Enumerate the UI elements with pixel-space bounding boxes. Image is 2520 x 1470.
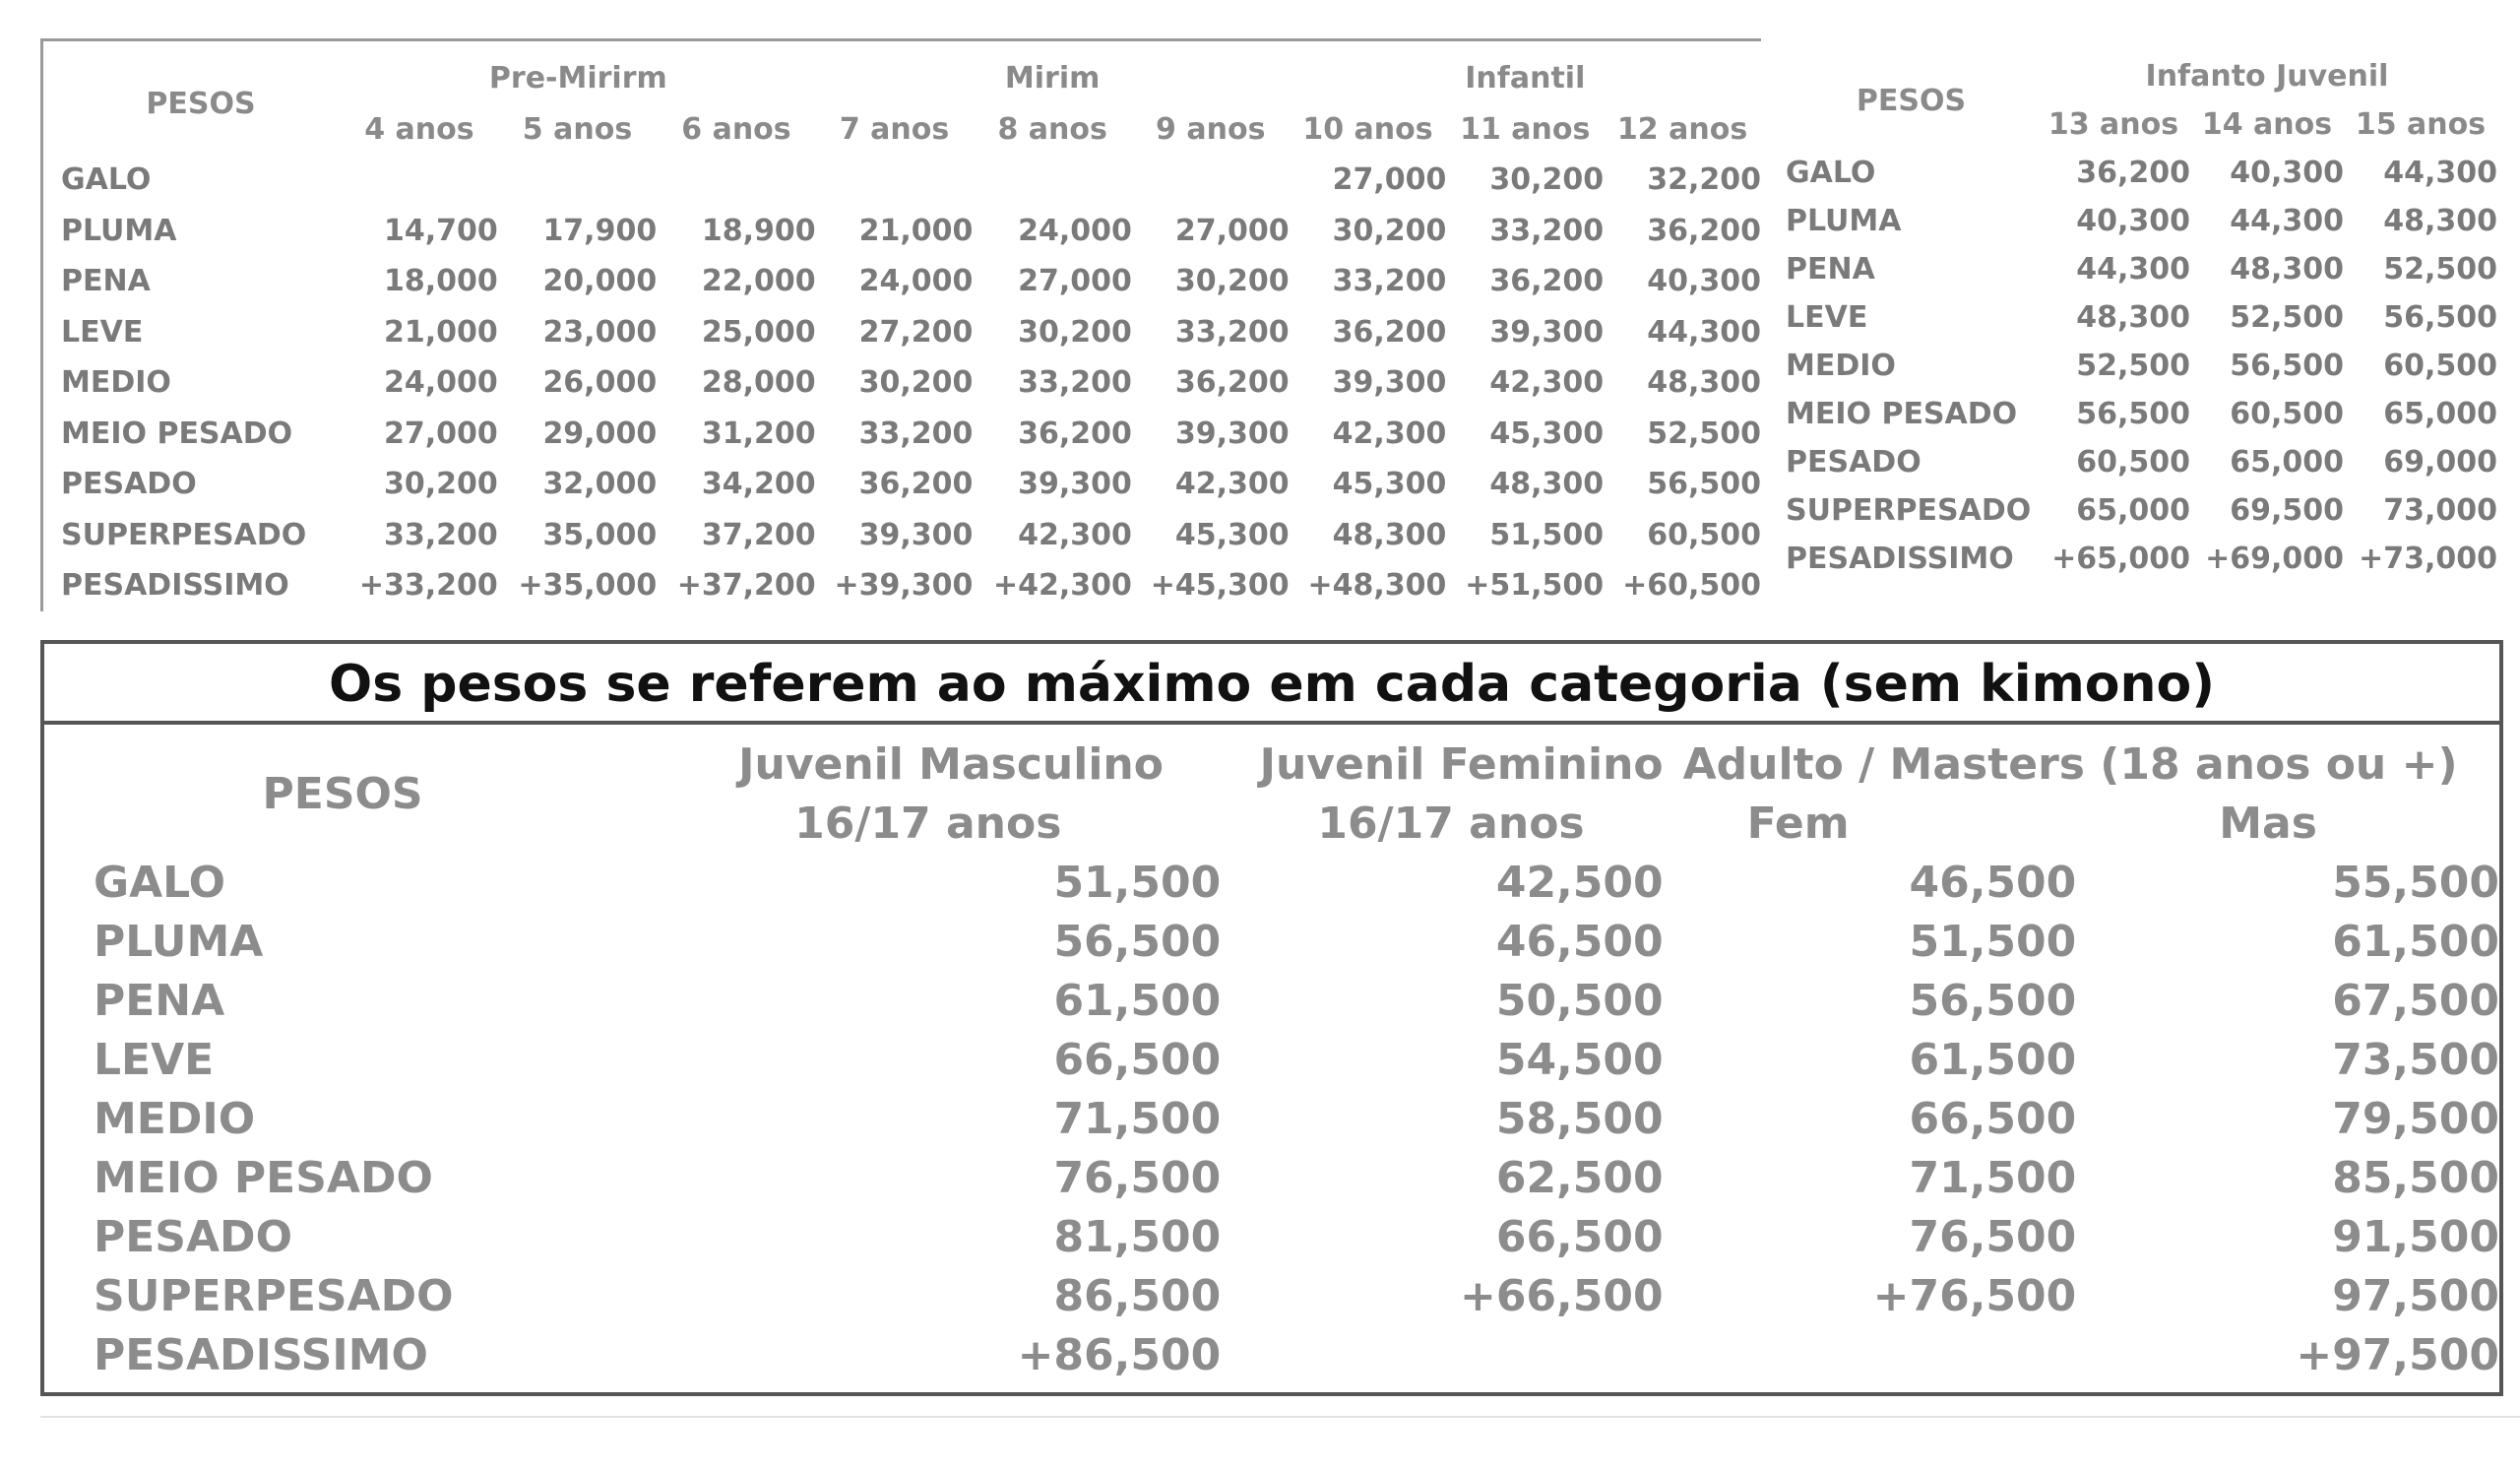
weight-class-label: PESADO <box>1786 445 1922 479</box>
weight-class-label: PESADISSIMO <box>1786 542 2014 576</box>
weight-value: 91,500 <box>2332 1211 2499 1262</box>
weight-value: 61,500 <box>1053 975 1222 1026</box>
weight-value: 62,500 <box>1495 1152 1664 1203</box>
weight-value: 61,500 <box>1909 1034 2077 1085</box>
weight-value: 27,000 <box>1332 162 1447 198</box>
weight-value: 40,300 <box>2230 156 2344 190</box>
weight-value: 48,300 <box>1647 365 1761 401</box>
weight-value: 56,500 <box>2230 349 2344 383</box>
age-header: 12 anos <box>1616 111 1748 147</box>
weight-value: 52,500 <box>2076 349 2190 383</box>
weight-value: 34,200 <box>701 467 816 502</box>
weight-value: 61,500 <box>2332 916 2499 967</box>
weight-value: 48,300 <box>1489 467 1605 502</box>
weight-value: 58,500 <box>1495 1093 1664 1144</box>
weight-value: 52,500 <box>2230 300 2344 335</box>
age-header: 15 anos <box>2355 107 2487 142</box>
weight-value: 36,200 <box>1018 415 1132 451</box>
weight-value: 66,500 <box>1495 1211 1664 1262</box>
weight-value: 31,200 <box>701 415 816 451</box>
table-row <box>1786 438 2497 486</box>
age-header: 14 anos <box>2201 107 2333 142</box>
weight-value: 39,300 <box>1332 365 1447 401</box>
weight-table-kids <box>40 38 1761 611</box>
weight-class-label: SUPERPESADO <box>94 1270 454 1321</box>
weight-value: 65,000 <box>2230 445 2344 479</box>
weight-class-label: MEIO PESADO <box>61 415 293 451</box>
weight-value: 48,300 <box>1332 517 1447 552</box>
weight-value: 56,500 <box>2076 397 2190 431</box>
weight-value: 76,500 <box>1053 1152 1222 1203</box>
weight-value: 69,500 <box>2230 493 2344 528</box>
weight-value: 79,500 <box>2332 1093 2499 1144</box>
weight-class-label: PESADISSIMO <box>61 568 289 604</box>
age-header: 8 anos <box>997 111 1107 147</box>
weight-value: 42,300 <box>1332 415 1447 451</box>
weight-value: 28,000 <box>701 365 816 401</box>
weight-value: 42,300 <box>1174 467 1290 502</box>
weight-value: 17,900 <box>542 213 658 248</box>
adulto-mas-header: Mas <box>2219 798 2317 849</box>
weight-value: 24,000 <box>383 365 498 401</box>
weight-value: 30,200 <box>1174 264 1290 299</box>
weight-value: +69,000 <box>2205 542 2344 576</box>
weight-value: 48,300 <box>2230 252 2344 287</box>
weight-value: 29,000 <box>542 415 658 451</box>
weight-value: 24,000 <box>1018 213 1132 248</box>
weight-value <box>1221 1325 1663 1384</box>
weight-value: 26,000 <box>542 365 658 401</box>
weight-value: 65,000 <box>2383 397 2497 431</box>
weight-value: 39,300 <box>1489 314 1605 350</box>
weight-value: 56,500 <box>1647 467 1761 502</box>
table-row <box>57 459 1761 510</box>
weight-value: 56,500 <box>1909 975 2077 1026</box>
pesos-header: PESOS <box>1856 83 1967 118</box>
weight-value: 45,300 <box>1332 467 1447 502</box>
weight-value: +51,500 <box>1465 568 1605 604</box>
weight-value: 76,500 <box>1909 1211 2077 1262</box>
weight-class-label: PESADO <box>94 1211 292 1262</box>
weight-class-label: LEVE <box>1786 300 1868 335</box>
weight-value: 85,500 <box>2332 1152 2499 1203</box>
weight-value: +60,500 <box>1622 568 1761 604</box>
juvenil-feminino-age: 16/17 anos <box>1317 798 1585 849</box>
table-row <box>1786 293 2497 342</box>
weight-value: 97,500 <box>2332 1270 2499 1321</box>
table-row <box>1786 342 2497 390</box>
weight-class-label: MEIO PESADO <box>1786 397 2018 431</box>
weight-value: 44,300 <box>1647 314 1761 350</box>
table-row <box>57 256 1761 307</box>
weight-class-label: PLUMA <box>1786 204 1902 238</box>
weight-value: 71,500 <box>1909 1152 2077 1203</box>
pesos-header: PESOS <box>262 768 423 819</box>
table-row <box>74 971 2499 1030</box>
weight-value: 66,500 <box>1909 1093 2077 1144</box>
weight-value: 42,300 <box>1018 517 1132 552</box>
weight-value: 55,500 <box>2332 857 2499 908</box>
table-row <box>1786 486 2497 535</box>
weight-class-label: PENA <box>94 975 225 1026</box>
weight-value: 30,200 <box>1018 314 1132 350</box>
weight-value: 36,200 <box>1174 365 1290 401</box>
weight-value: 44,300 <box>2076 252 2190 287</box>
table-row <box>74 1325 2499 1384</box>
weight-value: 54,500 <box>1495 1034 1664 1085</box>
weight-value: 51,500 <box>1489 517 1605 552</box>
age-header: 9 anos <box>1156 111 1266 147</box>
weight-value: 60,500 <box>2230 397 2344 431</box>
weight-class-label: MEIO PESADO <box>94 1152 433 1203</box>
weight-class-label: PESADO <box>61 467 197 502</box>
table-row <box>74 1266 2499 1325</box>
weight-value: 51,500 <box>1053 857 1222 908</box>
weight-value: 33,200 <box>1489 213 1605 248</box>
weight-value: +86,500 <box>1017 1329 1222 1380</box>
table-row <box>1786 390 2497 438</box>
weight-value: 30,200 <box>858 365 974 401</box>
weight-value: 73,000 <box>2383 493 2497 528</box>
weight-value: 65,000 <box>2076 493 2190 528</box>
weight-value: 36,200 <box>858 467 974 502</box>
table-row <box>57 155 1761 206</box>
weight-value <box>498 155 657 206</box>
weight-class-label: PENA <box>1786 252 1875 287</box>
juvenil-adulto-weight-grid <box>74 735 2499 1384</box>
weight-class-label: PLUMA <box>61 213 177 248</box>
age-header: 5 anos <box>522 111 633 147</box>
adulto-masters-header: Adulto / Masters (18 anos ou +) <box>1682 738 2458 790</box>
weight-class-label: LEVE <box>61 314 144 350</box>
weight-class-label: MEDIO <box>1786 349 1896 383</box>
table-row <box>57 307 1761 358</box>
weight-table-juvenil-adulto <box>40 640 2503 1396</box>
age-header: 11 anos <box>1460 111 1591 147</box>
weight-value <box>341 155 498 206</box>
weight-value: 52,500 <box>1647 415 1761 451</box>
weight-value: 39,300 <box>858 517 974 552</box>
weight-value: 21,000 <box>383 314 498 350</box>
table-row <box>57 510 1761 561</box>
weight-value: 69,000 <box>2383 445 2497 479</box>
weight-value: +65,000 <box>2051 542 2190 576</box>
weight-value: 48,300 <box>2076 300 2190 335</box>
table-row <box>1786 245 2497 293</box>
weight-value: 46,500 <box>1909 857 2077 908</box>
weight-value: 42,500 <box>1495 857 1664 908</box>
weight-value: 32,000 <box>542 467 658 502</box>
age-header: 7 anos <box>839 111 950 147</box>
weight-value: 45,300 <box>1174 517 1290 552</box>
weight-value: 24,000 <box>858 264 974 299</box>
weight-value: 35,000 <box>542 517 658 552</box>
bottom-divider <box>40 1416 2520 1418</box>
weight-class-label: GALO <box>61 162 152 198</box>
weight-value: 30,200 <box>1489 162 1605 198</box>
weight-value: 44,300 <box>2230 204 2344 238</box>
weight-value: +35,000 <box>518 568 658 604</box>
table-row <box>57 560 1761 611</box>
table-row <box>57 206 1761 257</box>
weight-value: 81,500 <box>1053 1211 1222 1262</box>
weight-value: +76,500 <box>1872 1270 2077 1321</box>
weight-value: 60,500 <box>2383 349 2497 383</box>
weight-value: 39,300 <box>1174 415 1290 451</box>
weight-value: 14,700 <box>383 213 498 248</box>
weight-value: 36,200 <box>1647 213 1761 248</box>
weight-class-label: MEDIO <box>61 365 171 401</box>
weight-table-infanto-juvenil <box>1772 38 2505 611</box>
weight-value: 52,500 <box>2383 252 2497 287</box>
weight-value: 51,500 <box>1909 916 2077 967</box>
weight-value: 48,300 <box>2383 204 2497 238</box>
weight-value: +42,300 <box>992 568 1132 604</box>
weight-value: 21,000 <box>858 213 974 248</box>
weight-value: +39,300 <box>834 568 974 604</box>
weight-value: 45,300 <box>1489 415 1605 451</box>
weight-class-label: LEVE <box>94 1034 215 1085</box>
weight-value: +45,300 <box>1150 568 1290 604</box>
weight-value: 33,200 <box>1018 365 1132 401</box>
table-title: Os pesos se referem ao máximo em cada categoria (sem kimono) <box>44 644 2499 725</box>
table-row <box>1786 197 2497 245</box>
weight-value <box>657 155 815 206</box>
weight-value: 25,000 <box>701 314 816 350</box>
weight-value: 36,200 <box>1332 314 1447 350</box>
juvenil-feminino-header: Juvenil Feminino <box>1259 738 1664 790</box>
table-row <box>1786 149 2497 197</box>
juvenil-masculino-age: 16/17 anos <box>794 798 1062 849</box>
table-row <box>74 853 2499 912</box>
weight-value: 39,300 <box>1018 467 1132 502</box>
weight-value: 46,500 <box>1495 916 1664 967</box>
weight-value: 18,900 <box>701 213 816 248</box>
table-row <box>74 1207 2499 1266</box>
weight-value: 27,000 <box>1018 264 1132 299</box>
weight-class-label: GALO <box>94 857 226 908</box>
table-row <box>57 409 1761 460</box>
weight-value: 30,200 <box>383 467 498 502</box>
weight-value: +48,300 <box>1307 568 1447 604</box>
weight-value: +33,200 <box>358 568 498 604</box>
weight-value: 40,300 <box>2076 204 2190 238</box>
table-row <box>1786 535 2497 583</box>
weight-value: 60,500 <box>1647 517 1761 552</box>
weight-value: 56,500 <box>1053 916 1222 967</box>
weight-value: 27,000 <box>1174 213 1290 248</box>
table-row <box>57 357 1761 409</box>
weight-value: 20,000 <box>542 264 658 299</box>
adulto-fem-header: Fem <box>1746 798 1850 849</box>
age-header: 13 anos <box>2048 107 2179 142</box>
table-row <box>74 1148 2499 1207</box>
weight-value: +37,200 <box>676 568 816 604</box>
weight-class-label: PESADISSIMO <box>94 1329 428 1380</box>
group-header-pre-mirim: Pre-Mirirm <box>488 61 667 96</box>
weight-value: 60,500 <box>2076 445 2190 479</box>
pesos-header: PESOS <box>146 87 256 121</box>
weight-value: 33,200 <box>1174 314 1290 350</box>
weight-class-label: GALO <box>1786 156 1876 190</box>
table-row <box>74 1089 2499 1148</box>
weight-value: 42,300 <box>1489 365 1605 401</box>
weight-value: 36,200 <box>1489 264 1605 299</box>
weight-value: 86,500 <box>1053 1270 1222 1321</box>
group-header-mirim: Mirim <box>1004 61 1101 96</box>
kids-weight-grid <box>57 53 1761 611</box>
weight-value: +73,000 <box>2359 542 2497 576</box>
weight-value: 27,200 <box>858 314 974 350</box>
age-header: 6 anos <box>681 111 791 147</box>
weight-value: 32,200 <box>1647 162 1761 198</box>
weight-value: +97,500 <box>2296 1329 2499 1380</box>
weight-class-label: SUPERPESADO <box>1786 493 2032 528</box>
weight-value <box>816 155 974 206</box>
weight-value: 18,000 <box>383 264 498 299</box>
weight-value: 33,200 <box>1332 264 1447 299</box>
weight-class-label: PENA <box>61 264 151 299</box>
weight-value: +66,500 <box>1459 1270 1664 1321</box>
age-header: 10 anos <box>1302 111 1433 147</box>
age-header: 4 anos <box>364 111 474 147</box>
weight-value: 33,200 <box>383 517 498 552</box>
weight-value: 23,000 <box>542 314 658 350</box>
weight-value <box>1132 155 1290 206</box>
group-header-infantil: Infantil <box>1465 61 1586 96</box>
group-header-infanto-juvenil: Infanto Juvenil <box>2145 59 2389 94</box>
weight-value: 50,500 <box>1495 975 1664 1026</box>
weight-value: 37,200 <box>701 517 816 552</box>
weight-value: 67,500 <box>2332 975 2499 1026</box>
weight-value: 56,500 <box>2383 300 2497 335</box>
table-row <box>74 912 2499 971</box>
weight-value: 33,200 <box>858 415 974 451</box>
weight-value: 36,200 <box>2076 156 2190 190</box>
weight-value: 30,200 <box>1332 213 1447 248</box>
weight-class-label: MEDIO <box>94 1093 256 1144</box>
weight-value <box>973 155 1131 206</box>
table-row <box>74 1030 2499 1089</box>
weight-value: 66,500 <box>1053 1034 1222 1085</box>
juvenil-masculino-header: Juvenil Masculino <box>738 738 1164 790</box>
weight-class-label: SUPERPESADO <box>61 517 307 552</box>
weight-class-label: PLUMA <box>94 916 264 967</box>
weight-value: 22,000 <box>701 264 816 299</box>
weight-value: 44,300 <box>2383 156 2497 190</box>
weight-value: 73,500 <box>2332 1034 2499 1085</box>
weight-value <box>1664 1325 2077 1384</box>
weight-value: 27,000 <box>383 415 498 451</box>
infanto-juvenil-weight-grid <box>1786 52 2497 583</box>
weight-value: 71,500 <box>1053 1093 1222 1144</box>
weight-value: 40,300 <box>1647 264 1761 299</box>
